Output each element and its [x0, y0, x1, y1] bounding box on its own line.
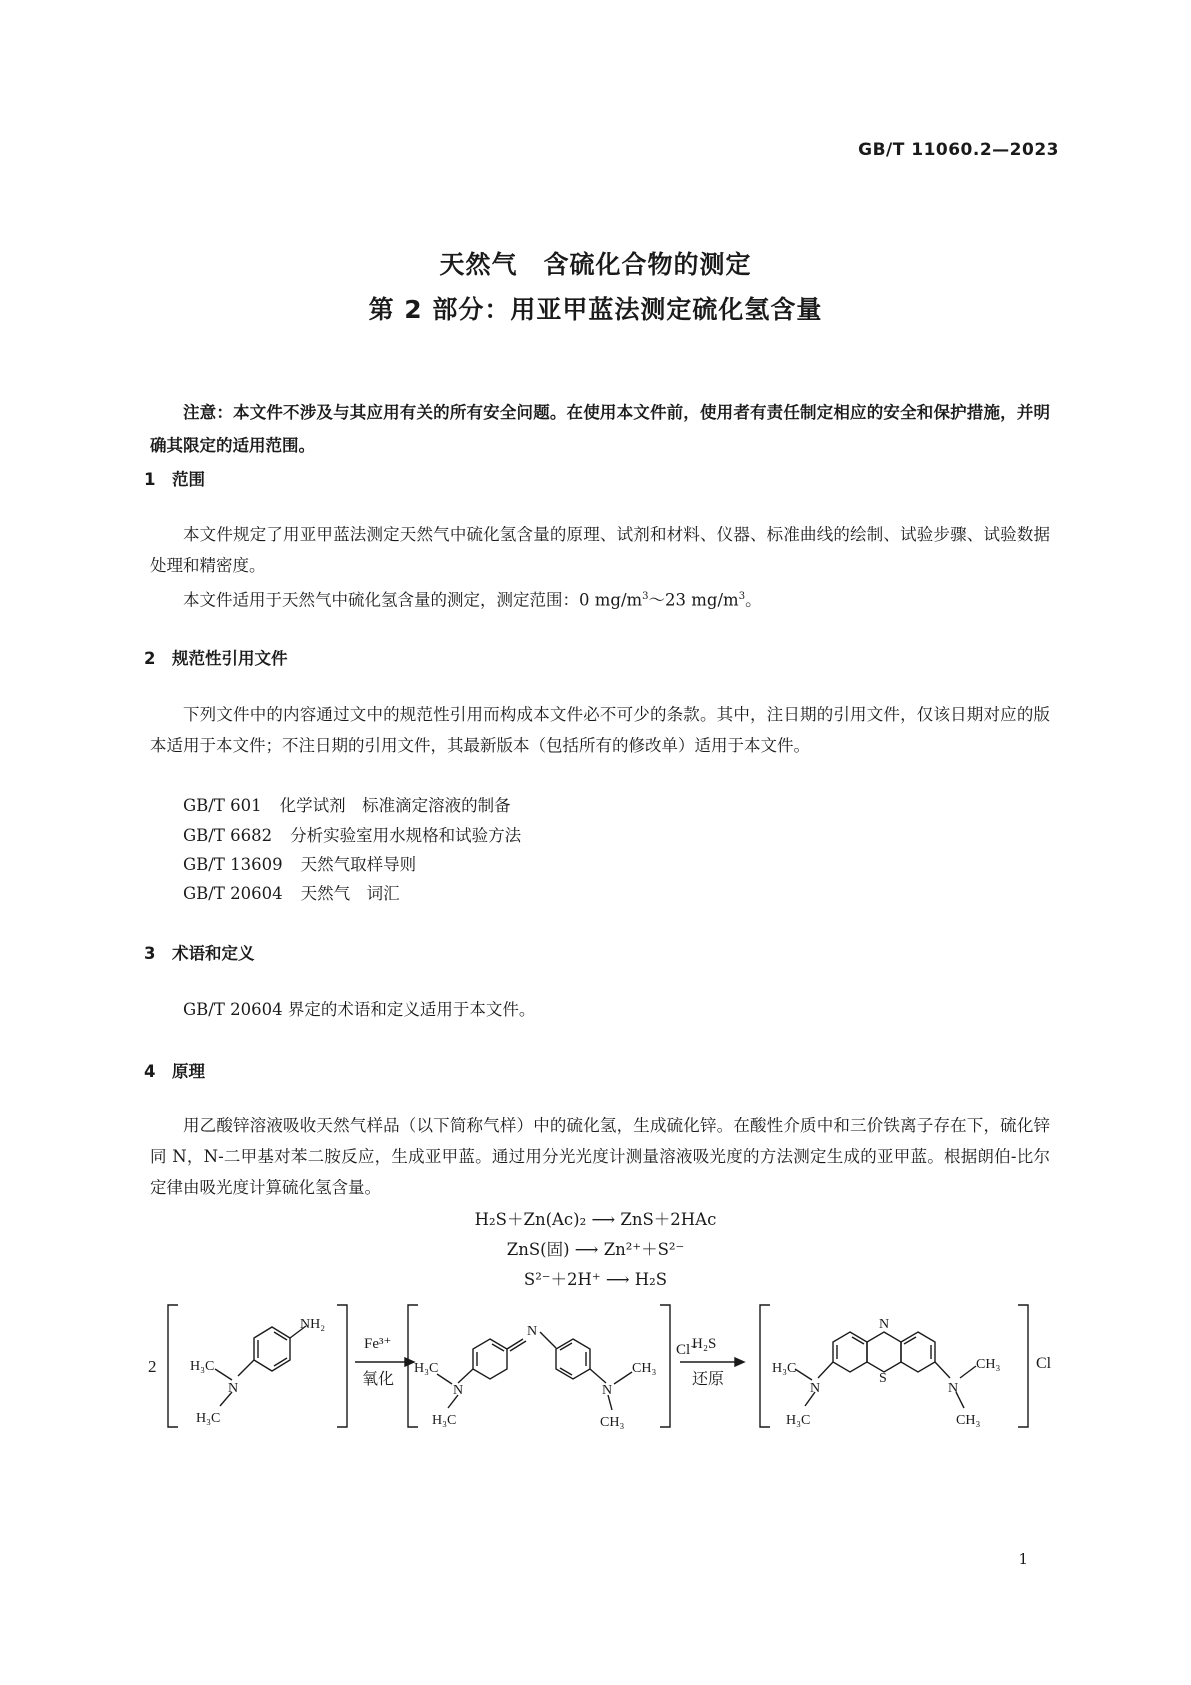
section-3-title: 术语和定义 [172, 944, 255, 963]
reference-code: GB/T 6682 [183, 826, 273, 845]
page-number: 1 [1018, 1550, 1028, 1568]
chloride-label: Cl [1036, 1355, 1052, 1372]
reference-title: 分析实验室用水规格和试验方法 [290, 826, 522, 845]
bracket-right [660, 1305, 670, 1427]
reference-title: 天然气取样导则 [300, 855, 417, 874]
reductant-label: H₂S [692, 1336, 717, 1352]
methyl-label: CH₃ [956, 1413, 981, 1428]
section-2-heading [144, 645, 288, 669]
equation-3 [0, 1266, 1191, 1290]
reaction-arrow-icon: ⟶ [600, 1270, 635, 1289]
reference-item [183, 792, 511, 816]
bracket-left [168, 1305, 178, 1427]
section-4-paragraph-1: 用乙酸锌溶液吸收天然气样品（以下简称气样）中的硫化氢，生成硫化锌。在酸性介质中和三价铁离子存在下，硫化锌同 N，N-二甲基对苯二胺反应，生成亚甲蓝。通过用分光光度计测量溶液吸光度的方法测定生成的亚甲蓝。根据朗伯-比尔定律由吸光度计算硫化氢含量。 [150, 1116, 1050, 1197]
bracket-right [337, 1305, 347, 1427]
equation-1-right: ZnS＋2HAc [620, 1210, 717, 1229]
phenothiazine-ring-left [833, 1332, 867, 1372]
methyl-label: H₃C [414, 1361, 439, 1376]
reference-code: GB/T 601 [183, 796, 262, 815]
methyl-label: H₃C [786, 1413, 811, 1428]
section-3-heading [144, 940, 255, 964]
benzene-ring [473, 1339, 507, 1379]
section-2-number: 2 [144, 649, 156, 668]
reference-title: 天然气 词汇 [300, 884, 400, 903]
oxidation-label: 氧化 [362, 1371, 395, 1388]
oxidant-label: Fe³⁺ [364, 1336, 392, 1352]
equation-3-right: H₂S [634, 1270, 668, 1289]
section-4-number: 4 [144, 1062, 156, 1081]
unit-superscript: 3 [642, 591, 649, 602]
nitrogen-label: N [948, 1381, 959, 1396]
reference-title: 化学试剂 标准滴定溶液的制备 [279, 796, 511, 815]
nitrogen-label: N [527, 1324, 538, 1339]
chloride-anion: Cl⁻ [676, 1342, 699, 1358]
reaction-arrow-icon: ⟶ [569, 1240, 604, 1259]
reaction-coefficient: 2 [148, 1357, 157, 1376]
section-4-heading [144, 1058, 205, 1082]
benzene-ring [556, 1339, 590, 1379]
amine-label: NH₂ [300, 1317, 326, 1332]
nitrogen-label: N [879, 1317, 890, 1332]
equation-1 [0, 1206, 1191, 1230]
scope-range-suffix: 。 [745, 590, 762, 610]
equation-2-right: Zn²⁺＋S²⁻ [603, 1240, 685, 1259]
section-4-title: 原理 [172, 1062, 205, 1081]
scope-range-mid: ～23 mg/m [648, 590, 739, 610]
equation-2 [0, 1236, 1191, 1260]
equation-3-left: S²⁻＋2H⁺ [523, 1270, 601, 1289]
sulfur-label: S [879, 1371, 887, 1386]
document-title-line2: 第 2 部分：用亚甲蓝法测定硫化氢含量 [368, 295, 823, 324]
methyl-label: H₃C [190, 1359, 215, 1374]
standard-number: GB/T 11060.2—2023 [858, 140, 1059, 160]
methyl-label: H₃C [432, 1413, 457, 1428]
section-1-paragraph-2 [150, 581, 1050, 616]
section-1-paragraph-1: 本文件规定了用亚甲蓝法测定天然气中硫化氢含量的原理、试剂和材料、仪器、标准曲线的绘制、试验步骤、试验数据处理和精密度。 [150, 525, 1050, 575]
reference-item [183, 880, 400, 904]
section-2-paragraph-1: 下列文件中的内容通过文中的规范性引用而构成本文件必不可少的条款。其中，注日期的引用文件，仅该日期对应的版本适用于本文件；不注日期的引用文件，其最新版本（包括所有的修改单）适用于本文件。 [150, 705, 1050, 755]
reference-item [183, 822, 521, 846]
reference-code: GB/T 20604 [183, 884, 283, 903]
section-2-title: 规范性引用文件 [172, 649, 288, 668]
nitrogen-label: N [228, 1381, 239, 1396]
methylene-blue-reaction-scheme [0, 1290, 1191, 1450]
methyl-label: H₃C [196, 1411, 221, 1426]
reference-code: GB/T 13609 [183, 855, 283, 874]
methyl-label: CH₃ [976, 1357, 1001, 1372]
benzene-ring [254, 1327, 290, 1371]
methyl-label: CH₃ [600, 1415, 625, 1430]
bracket-right [1018, 1305, 1028, 1427]
bracket-left [760, 1305, 770, 1427]
document-title-line1: 天然气 含硫化合物的测定 [439, 250, 752, 279]
equation-1-left: H₂S＋Zn(Ac)₂ [474, 1210, 587, 1229]
section-1-number: 1 [144, 470, 156, 489]
methyl-label: CH₃ [632, 1361, 657, 1376]
scope-range-prefix: 本文件适用于天然气中硫化氢含量的测定，测定范围：0 mg/m [183, 590, 643, 610]
section-1-title: 范围 [172, 470, 205, 489]
equation-2-left: ZnS(固) [506, 1240, 570, 1259]
unit-superscript: 3 [738, 591, 746, 602]
section-3-number: 3 [144, 944, 156, 963]
nitrogen-label: N [602, 1383, 613, 1398]
reference-item [183, 851, 416, 875]
safety-notice: 注意：本文件不涉及与其应用有关的所有安全问题。在使用本文件前，使用者有责任制定相应的安全和保护措施，并明确其限定的适用范围。 [150, 403, 1050, 455]
phenothiazine-ring-right [901, 1332, 935, 1372]
section-3-paragraph-1: GB/T 20604 界定的术语和定义适用于本文件。 [183, 1000, 536, 1019]
methyl-label: H₃C [772, 1361, 797, 1376]
reaction-arrow-icon: ⟶ [586, 1210, 621, 1229]
phenothiazine-ring-center [867, 1332, 901, 1372]
nitrogen-label: N [453, 1383, 464, 1398]
reduction-label: 还原 [692, 1371, 725, 1388]
section-1-heading [144, 466, 205, 490]
nitrogen-label: N [810, 1381, 821, 1396]
